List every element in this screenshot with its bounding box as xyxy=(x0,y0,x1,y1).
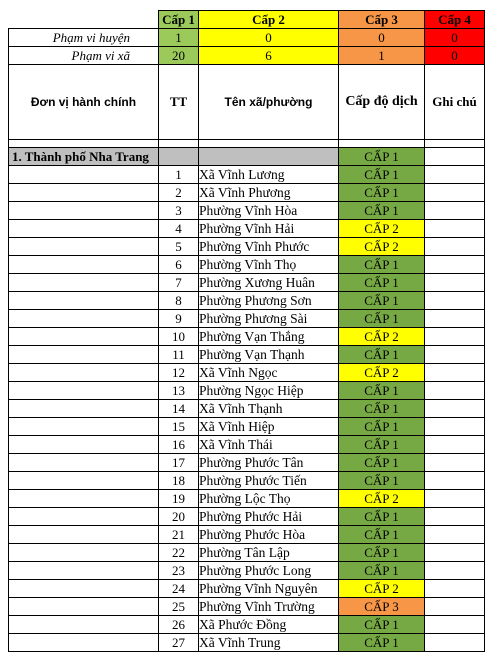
ward-index[interactable]: 20 xyxy=(159,508,199,526)
ward-name[interactable]: Xã Vĩnh Trung xyxy=(199,634,339,652)
ward-note xyxy=(425,238,485,256)
ward-note xyxy=(425,328,485,346)
ward-level[interactable]: CẤP 3 xyxy=(339,598,425,616)
header-level[interactable]: Cấp độ dịch xyxy=(339,65,425,140)
ward-level[interactable]: CẤP 2 xyxy=(339,490,425,508)
table-row xyxy=(9,220,485,238)
header-ward[interactable]: Tên xã/phường xyxy=(199,65,339,140)
ward-name[interactable]: Phường Ngọc Hiệp xyxy=(199,382,339,400)
ward-name[interactable]: Phường Vĩnh Hòa xyxy=(199,202,339,220)
ward-level[interactable]: CẤP 1 xyxy=(339,634,425,652)
ward-note xyxy=(425,382,485,400)
ward-level[interactable]: CẤP 2 xyxy=(339,328,425,346)
ward-note xyxy=(425,598,485,616)
ward-name[interactable]: Phường Vĩnh Nguyên xyxy=(199,580,339,598)
table-row xyxy=(9,634,485,652)
ward-index[interactable]: 4 xyxy=(159,220,199,238)
ward-level[interactable]: CẤP 2 xyxy=(339,238,425,256)
table-row xyxy=(9,382,485,400)
table-row xyxy=(9,274,485,292)
ward-index[interactable]: 15 xyxy=(159,418,199,436)
ward-level[interactable]: CẤP 1 xyxy=(339,562,425,580)
ward-note xyxy=(425,472,485,490)
scope-commune-row xyxy=(9,47,485,65)
scope-value[interactable]: 0 xyxy=(425,29,485,47)
ward-level[interactable]: CẤP 1 xyxy=(339,292,425,310)
level-legend-row xyxy=(9,11,485,29)
level-2-header[interactable]: Cấp 2 xyxy=(199,11,339,29)
table-row xyxy=(9,526,485,544)
table-row xyxy=(9,328,485,346)
ward-level[interactable]: CẤP 1 xyxy=(339,472,425,490)
ward-level[interactable]: CẤP 1 xyxy=(339,346,425,364)
ward-index[interactable]: 10 xyxy=(159,328,199,346)
table-row xyxy=(9,490,485,508)
ward-note xyxy=(425,346,485,364)
ward-name[interactable]: Phường Phước Hòa xyxy=(199,526,339,544)
level-1-header[interactable]: Cấp 1 xyxy=(159,11,199,29)
table-row xyxy=(9,238,485,256)
ward-index[interactable]: 5 xyxy=(159,238,199,256)
ward-note xyxy=(425,202,485,220)
level-3-header[interactable]: Cấp 3 xyxy=(339,11,425,29)
table-row xyxy=(9,598,485,616)
ward-level[interactable]: CẤP 1 xyxy=(339,418,425,436)
ward-note xyxy=(425,400,485,418)
ward-note xyxy=(425,616,485,634)
table-row xyxy=(9,292,485,310)
ward-level[interactable]: CẤP 1 xyxy=(339,454,425,472)
ward-index[interactable]: 12 xyxy=(159,364,199,382)
ward-level[interactable]: CẤP 1 xyxy=(339,382,425,400)
table-row xyxy=(9,616,485,634)
ward-note xyxy=(425,418,485,436)
ward-name[interactable]: Xã Vĩnh Lương xyxy=(199,166,339,184)
ward-level[interactable]: CẤP 1 xyxy=(339,166,425,184)
level-4-header[interactable]: Cấp 4 xyxy=(425,11,485,29)
ward-index[interactable]: 2 xyxy=(159,184,199,202)
ward-index[interactable]: 8 xyxy=(159,292,199,310)
ward-note xyxy=(425,292,485,310)
ward-note xyxy=(425,364,485,382)
ward-level[interactable]: CẤP 1 xyxy=(339,274,425,292)
ward-index[interactable]: 14 xyxy=(159,400,199,418)
ward-index[interactable]: 27 xyxy=(159,634,199,652)
ward-name[interactable]: Phường Phước Long xyxy=(199,562,339,580)
ward-level[interactable]: CẤP 2 xyxy=(339,580,425,598)
scope-value[interactable]: 20 xyxy=(159,47,199,65)
table-row xyxy=(9,508,485,526)
ward-note xyxy=(425,184,485,202)
city-level[interactable]: CẤP 1 xyxy=(339,148,425,166)
scope-value[interactable]: 0 xyxy=(339,29,425,47)
ward-note xyxy=(425,490,485,508)
ward-name[interactable]: Xã Vĩnh Thạnh xyxy=(199,400,339,418)
ward-name[interactable]: Xã Vĩnh Thái xyxy=(199,436,339,454)
table-row xyxy=(9,364,485,382)
ward-name[interactable]: Phường Vĩnh Trường xyxy=(199,598,339,616)
ward-level[interactable]: CẤP 1 xyxy=(339,526,425,544)
ward-note xyxy=(425,580,485,598)
epidemic-level-table xyxy=(8,10,485,652)
ward-level[interactable]: CẤP 1 xyxy=(339,436,425,454)
ward-index[interactable]: 23 xyxy=(159,562,199,580)
ward-name[interactable]: Phường Phước Hải xyxy=(199,508,339,526)
ward-level[interactable]: CẤP 1 xyxy=(339,184,425,202)
scope-value[interactable]: 6 xyxy=(199,47,339,65)
column-header-row xyxy=(9,65,485,140)
ward-level[interactable]: CẤP 1 xyxy=(339,616,425,634)
scope-value[interactable]: 0 xyxy=(425,47,485,65)
ward-note xyxy=(425,454,485,472)
table-row xyxy=(9,310,485,328)
ward-index[interactable]: 24 xyxy=(159,580,199,598)
city-name[interactable]: 1. Thành phố Nha Trang xyxy=(9,148,159,166)
ward-level[interactable]: CẤP 1 xyxy=(339,400,425,418)
table-row xyxy=(9,184,485,202)
ward-index[interactable]: 25 xyxy=(159,598,199,616)
table-row xyxy=(9,454,485,472)
ward-note xyxy=(425,436,485,454)
ward-note xyxy=(425,274,485,292)
table-row xyxy=(9,562,485,580)
ward-note xyxy=(425,256,485,274)
table-row xyxy=(9,436,485,454)
ward-level[interactable]: CẤP 1 xyxy=(339,310,425,328)
ward-level[interactable]: CẤP 2 xyxy=(339,364,425,382)
ward-level[interactable]: CẤP 1 xyxy=(339,508,425,526)
ward-index[interactable]: 11 xyxy=(159,346,199,364)
ward-name[interactable]: Phường Lộc Thọ xyxy=(199,490,339,508)
ward-note xyxy=(425,544,485,562)
city-row xyxy=(9,148,485,166)
scope-value[interactable]: 0 xyxy=(199,29,339,47)
table-row xyxy=(9,202,485,220)
ward-name[interactable]: Phường Phương Sơn xyxy=(199,292,339,310)
ward-index[interactable]: 6 xyxy=(159,256,199,274)
scope-value[interactable]: 1 xyxy=(159,29,199,47)
ward-note xyxy=(425,526,485,544)
ward-level[interactable]: CẤP 1 xyxy=(339,544,425,562)
scope-label[interactable]: Phạm vi huyện xyxy=(9,29,159,47)
ward-name[interactable]: Xã Vĩnh Ngọc xyxy=(199,364,339,382)
ward-name[interactable]: Xã Phước Đồng xyxy=(199,616,339,634)
ward-name[interactable]: Phường Vĩnh Phước xyxy=(199,238,339,256)
header-note[interactable]: Ghi chú xyxy=(425,65,485,140)
ward-index[interactable]: 3 xyxy=(159,202,199,220)
ward-name[interactable]: Xã Vĩnh Phương xyxy=(199,184,339,202)
ward-note xyxy=(425,166,485,184)
ward-name[interactable]: Phường Vạn Thạnh xyxy=(199,346,339,364)
ward-index[interactable]: 17 xyxy=(159,454,199,472)
ward-index[interactable]: 19 xyxy=(159,490,199,508)
table-row xyxy=(9,418,485,436)
ward-index[interactable]: 7 xyxy=(159,274,199,292)
ward-index[interactable]: 1 xyxy=(159,166,199,184)
ward-name[interactable]: Xã Vĩnh Hiệp xyxy=(199,418,339,436)
table-row xyxy=(9,544,485,562)
ward-name[interactable]: Phường Phước Tân xyxy=(199,454,339,472)
ward-index[interactable]: 26 xyxy=(159,616,199,634)
ward-note xyxy=(425,220,485,238)
ward-name[interactable]: Phường Vĩnh Thọ xyxy=(199,256,339,274)
header-unit[interactable]: Đơn vị hành chính xyxy=(9,65,159,140)
ward-name[interactable]: Phường Vĩnh Hải xyxy=(199,220,339,238)
scope-label[interactable]: Phạm vi xã xyxy=(9,47,159,65)
ward-note xyxy=(425,310,485,328)
ward-note xyxy=(425,562,485,580)
ward-note xyxy=(425,634,485,652)
ward-level[interactable]: CẤP 2 xyxy=(339,220,425,238)
table-row xyxy=(9,256,485,274)
table-row xyxy=(9,166,485,184)
ward-level[interactable]: CẤP 1 xyxy=(339,256,425,274)
scope-district-row xyxy=(9,29,485,47)
ward-index[interactable]: 9 xyxy=(159,310,199,328)
ward-note xyxy=(425,508,485,526)
ward-index[interactable]: 22 xyxy=(159,544,199,562)
ward-index[interactable]: 13 xyxy=(159,382,199,400)
ward-name[interactable]: Phường Vạn Thắng xyxy=(199,328,339,346)
ward-index[interactable]: 18 xyxy=(159,472,199,490)
spacer-row xyxy=(9,140,485,148)
ward-level[interactable]: CẤP 1 xyxy=(339,202,425,220)
table-row xyxy=(9,400,485,418)
ward-index[interactable]: 16 xyxy=(159,436,199,454)
ward-name[interactable]: Phường Phước Tiến xyxy=(199,472,339,490)
ward-index[interactable]: 21 xyxy=(159,526,199,544)
header-index[interactable]: TT xyxy=(159,65,199,140)
table-row xyxy=(9,472,485,490)
scope-value[interactable]: 1 xyxy=(339,47,425,65)
table-row xyxy=(9,580,485,598)
ward-name[interactable]: Phường Xương Huân xyxy=(199,274,339,292)
ward-name[interactable]: Phường Tân Lập xyxy=(199,544,339,562)
ward-name[interactable]: Phường Phương Sài xyxy=(199,310,339,328)
table-row xyxy=(9,346,485,364)
